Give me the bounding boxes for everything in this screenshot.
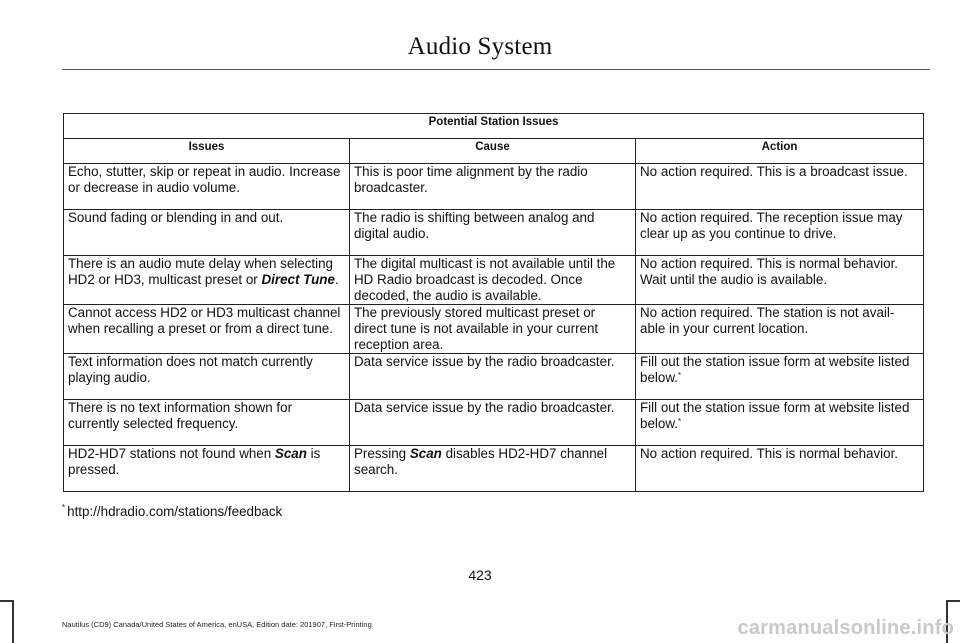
direct-tune-term: Direct Tune [261, 272, 335, 287]
cause-cell: The digital multicast is not available until the HD Radio broadcast is decoded. Once decoded, the audio is available. [350, 256, 636, 305]
watermark: carmanualsonline.info [737, 617, 954, 639]
cause-text-end: disables HD2-HD7 channel search. [354, 446, 608, 477]
cause-text: Pressing [354, 446, 410, 461]
cause-cell: This is poor time alignment by the radio broadcaster. [350, 164, 636, 210]
action-cell: No action required. This is a broadcast issue. [636, 164, 924, 210]
issue-cell: There is no text information shown for currently selected frequency. [64, 400, 350, 446]
issue-cell [64, 256, 350, 305]
column-header-issues: Issues [64, 139, 350, 164]
title-rule [62, 69, 930, 70]
issue-text-end: . [334, 272, 339, 287]
issue-text: There is an audio mute delay when selecting HD2 or HD3, multicast preset or [68, 256, 333, 287]
table-row [64, 305, 924, 354]
action-cell [636, 400, 924, 446]
cause-cell: The radio is shifting between analog and digital audio. [350, 210, 636, 256]
footnote-mark: * [677, 417, 682, 426]
column-header-cause: Cause [350, 139, 636, 164]
action-cell [636, 354, 924, 400]
scan-term: Scan [274, 446, 307, 461]
issue-text-end: is pressed. [68, 446, 321, 477]
corner-bracket-left [0, 600, 14, 643]
table-row [64, 164, 924, 210]
action-cell: No action required. The station is not avail- able in your current location. [636, 305, 924, 354]
cause-cell: The previously stored multicast preset or direct tune is not available in your current reception area. [350, 305, 636, 354]
column-header-action: Action [636, 139, 924, 164]
action-cell: No action required. The reception issue may clear up as you continue to drive. [636, 210, 924, 256]
table-row [64, 400, 924, 446]
issue-cell: Cannot access HD2 or HD3 multicast channel when recalling a preset or from a direct tune. [64, 305, 350, 354]
scan-term: Scan [409, 446, 442, 461]
footnote-symbol: * [62, 503, 66, 512]
table-row [64, 354, 924, 400]
issue-text: HD2-HD7 stations not found when [68, 446, 275, 461]
action-text: Fill out the station issue form at website listed below. [640, 354, 910, 385]
action-cell: No action required. This is normal behavior. Wait until the audio is available. [636, 256, 924, 305]
page-number: 423 [468, 567, 492, 583]
cause-cell: Data service issue by the radio broadcaster. [350, 400, 636, 446]
issue-cell: Echo, stutter, skip or repeat in audio. Increase or decrease in audio volume. [64, 164, 350, 210]
table-row [64, 210, 924, 256]
footnote-mark: * [677, 371, 682, 380]
action-cell: No action required. This is normal behavior. [636, 446, 924, 492]
footnote [62, 504, 282, 519]
cause-cell: Data service issue by the radio broadcaster. [350, 354, 636, 400]
issue-cell: Text information does not match currently playing audio. [64, 354, 350, 400]
table-caption: Potential Station Issues [64, 114, 924, 139]
action-text: Fill out the station issue form at website listed below. [640, 400, 910, 431]
issue-cell [64, 446, 350, 492]
table-row [64, 446, 924, 492]
edition-line: Nautilus (CD9) Canada/United States of America, enUSA, Edition date: 201907, First-Printing [62, 620, 372, 629]
page-title: Audio System [407, 33, 553, 60]
potential-station-issues-table [63, 113, 924, 492]
table-row [64, 256, 924, 305]
footnote-url: http://hdradio.com/stations/feedback [67, 504, 283, 519]
cause-cell [350, 446, 636, 492]
issue-cell: Sound fading or blending in and out. [64, 210, 350, 256]
